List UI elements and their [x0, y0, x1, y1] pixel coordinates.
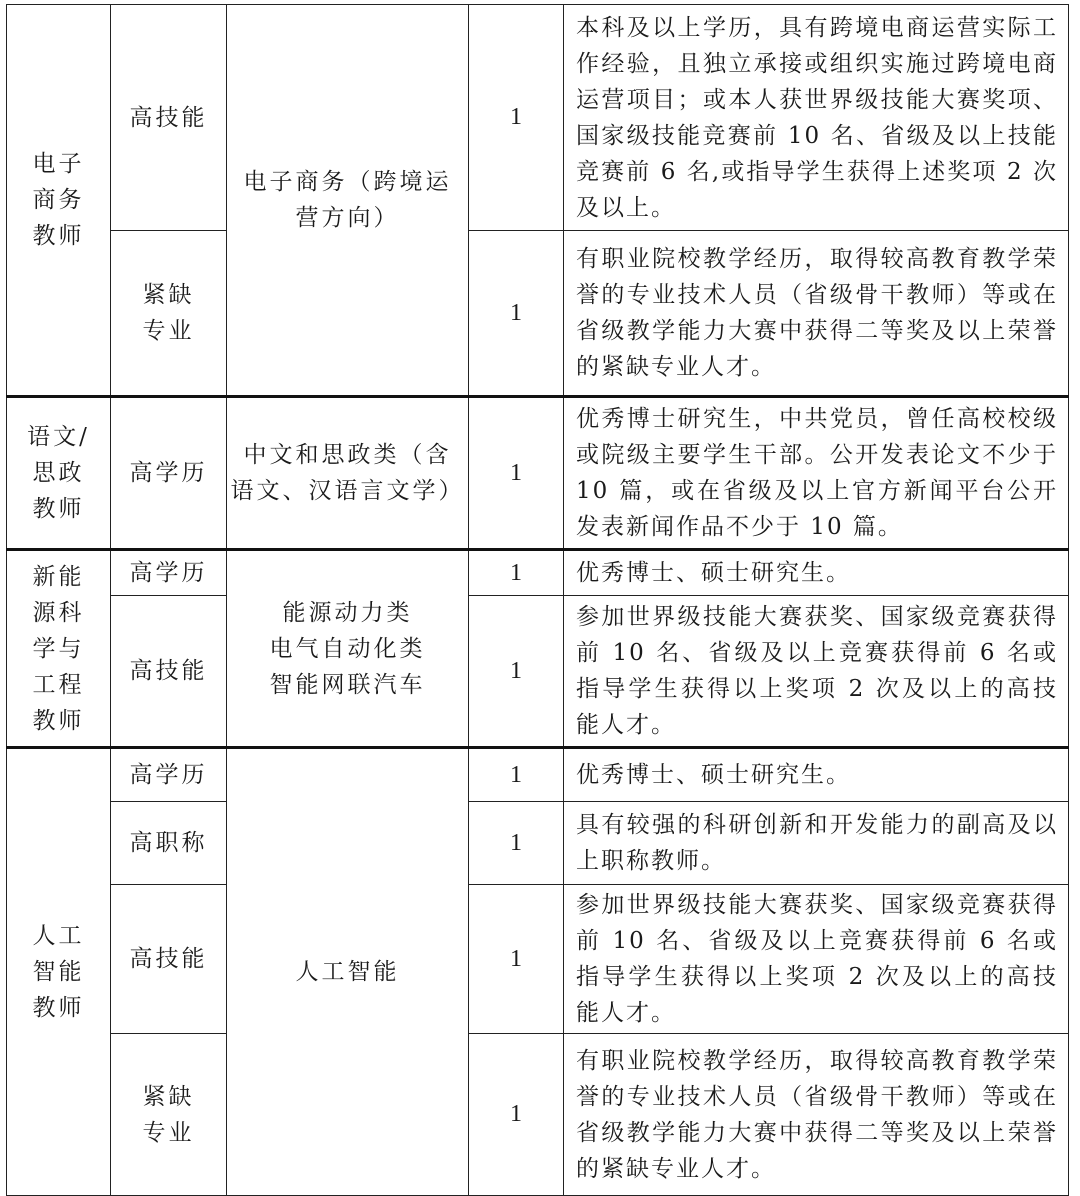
- category-cell: 紧缺 专业: [111, 231, 227, 397]
- requirement-cell: 优秀博士、硕士研究生。: [564, 550, 1069, 596]
- table-row: [7, 748, 1069, 802]
- table-row: [7, 231, 1069, 397]
- count-cell: 1: [469, 1034, 564, 1196]
- requirement-cell: 优秀博士、硕士研究生。: [564, 748, 1069, 802]
- category-cell: 高学历: [111, 550, 227, 596]
- requirement-cell: 具有较强的科研创新和开发能力的副高及以上职称教师。: [564, 802, 1069, 885]
- table-row: [7, 885, 1069, 1034]
- major-cell: 中文和思政类（含 语文、汉语言文学）: [227, 397, 469, 550]
- category-cell: 高学历: [111, 397, 227, 550]
- table-row: [7, 397, 1069, 550]
- category-cell: 高职称: [111, 802, 227, 885]
- table-row: [7, 550, 1069, 596]
- requirement-cell: 参加世界级技能大赛获奖、国家级竞赛获得前 10 名、省级及以上竞赛获得前 6 名或指导学生获得以上奖项 2 次及以上的高技能人才。: [564, 596, 1069, 748]
- count-cell: 1: [469, 748, 564, 802]
- requirement-cell: 参加世界级技能大赛获奖、国家级竞赛获得前 10 名、省级及以上竞赛获得前 6 名或指导学生获得以上奖项 2 次及以上的高技能人才。: [564, 885, 1069, 1034]
- major-cell: 能源动力类 电气自动化类 智能网联汽车: [227, 550, 469, 748]
- requirement-cell: 有职业院校教学经历，取得较高教育教学荣誉的专业技术人员（省级骨干教师）等或在省级教学能力大赛中获得二等奖及以上荣誉的紧缺专业人才。: [564, 1034, 1069, 1196]
- table-row: [7, 1034, 1069, 1196]
- count-cell: 1: [469, 397, 564, 550]
- position-cell: 电子 商务 教师: [7, 5, 111, 397]
- table-row: [7, 5, 1069, 231]
- requirement-cell: 优秀博士研究生，中共党员，曾任高校校级或院级主要学生干部。公开发表论文不少于 10 篇，或在省级及以上官方新闻平台公开发表新闻作品不少于 10 篇。: [564, 397, 1069, 550]
- category-cell: 高技能: [111, 885, 227, 1034]
- position-cell: 人工 智能 教师: [7, 748, 111, 1196]
- table-row: [7, 596, 1069, 748]
- count-cell: 1: [469, 885, 564, 1034]
- count-cell: 1: [469, 596, 564, 748]
- requirement-cell: 本科及以上学历，具有跨境电商运营实际工作经验，且独立承接或组织实施过跨境电商运营项目；或本人获世界级技能大赛奖项、国家级技能竞赛前 10 名、省级及以上技能竞赛前 6 名,或指导学生获得上述奖项 2 次及以上。: [564, 5, 1069, 231]
- category-cell: 高技能: [111, 596, 227, 748]
- category-cell: 高学历: [111, 748, 227, 802]
- position-cell: 新能 源科 学与 工程 教师: [7, 550, 111, 748]
- count-cell: 1: [469, 802, 564, 885]
- table-row: [7, 802, 1069, 885]
- recruitment-table: [6, 4, 1069, 1196]
- count-cell: 1: [469, 5, 564, 231]
- count-cell: 1: [469, 550, 564, 596]
- category-cell: 紧缺 专业: [111, 1034, 227, 1196]
- major-cell: 电子商务（跨境运 营方向）: [227, 5, 469, 397]
- count-cell: 1: [469, 231, 564, 397]
- major-cell: 人工智能: [227, 748, 469, 1196]
- requirement-cell: 有职业院校教学经历，取得较高教育教学荣誉的专业技术人员（省级骨干教师）等或在省级教学能力大赛中获得二等奖及以上荣誉的紧缺专业人才。: [564, 231, 1069, 397]
- category-cell: 高技能: [111, 5, 227, 231]
- position-cell: 语文/ 思政 教师: [7, 397, 111, 550]
